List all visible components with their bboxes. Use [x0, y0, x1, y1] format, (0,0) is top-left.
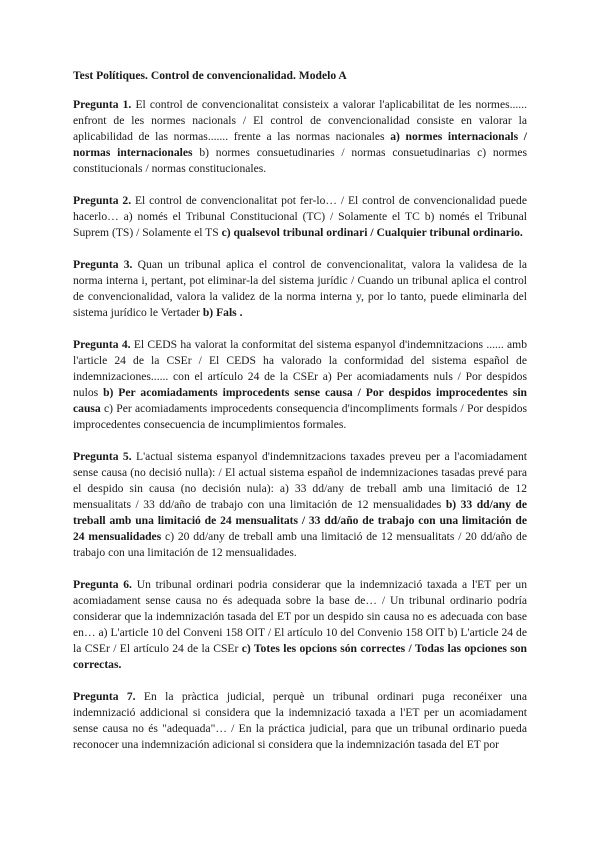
question-text: Quan un tribunal aplica el control de convencionalitat, valora la validesa de la norma interna i, pertant, pot eliminar-la del sistema jurídic / Cuando un tribunal aplica el control de convencionalidad, valora la validez de la norma interna y, por lo tanto, puede eliminarla del sistema jurídico le Vertader: [73, 258, 528, 319]
correct-answer: b) Per acomiadaments improcedents sense causa / Por despidos improcedentes sin causa: [73, 386, 527, 415]
question-5: [73, 449, 527, 561]
question-4: [73, 337, 527, 433]
question-text-tail: c) 20 dd/any de treball amb una limitació de 12 mensualitats / 20 dd/año de trabajo con una limitación de 12 mensualidades.: [73, 530, 527, 559]
question-label: Pregunta 6.: [73, 578, 132, 591]
document-title: Test Polítiques. Control de convencionalidad. Modelo A: [73, 69, 347, 82]
question-label: Pregunta 7.: [73, 690, 136, 703]
question-text: El control de convencionalitat consisteix a valorar l'aplicabilitat de les normes...... enfront de les normes nacionals / El control de convencionalidad consiste en valorar la aplicabilidad de las normas....... frente a las normas nacionales: [73, 98, 527, 143]
question-text-tail: b) normes consuetudinaries / normas consuetudinarias c) normes constitucionals / normas constitucionales.: [73, 146, 527, 175]
question-label: Pregunta 5.: [73, 450, 132, 463]
correct-answer: a) normes internacionals / normas internacionales: [73, 130, 527, 159]
correct-answer: c) qualsevol tribunal ordinari / Cualquier tribunal ordinario.: [221, 226, 523, 239]
question-text: L'actual sistema espanyol d'indemnitzacions taxades preveu per a l'acomiadament sense causa (no decisió nulla): / El actual sistema español de indemnizaciones tasadas prevé para el despido sin causa (no decisión nula): a) 33 dd/any de treball amb una limitació de 12 mensualitats / 33 dd/año de trabajo con una limitación de 12 mensualidades: [73, 450, 527, 511]
question-7: [73, 689, 527, 753]
question-text: El CEDS ha valorat la conformitat del sistema espanyol d'indemnitzacions ...... amb l'article 24 de la CSEr / El CEDS ha valorado la conformidad del sistema español de indemnizaciones...... con el artículo 24 de la CSEr a) Per acomiadaments nuls / Por despidos nulos: [73, 338, 527, 399]
question-1: [73, 97, 527, 177]
question-text-tail: c) Per acomiadaments improcedents consequencia d'incompliments formals / Por despidos improcedentes consecuencia de incumplimientos formales.: [73, 402, 527, 431]
question-text: El control de convencionalitat pot fer-lo… / El control de convencionalidad puede hacerlo… a) només el Tribunal Constitucional (TC) / Solamente el TC b) només el Tribunal Suprem (TS) / Solamente el TS: [73, 194, 527, 239]
question-label: Pregunta 1.: [73, 98, 132, 111]
question-3: [73, 257, 527, 321]
question-text: En la pràctica judicial, perquè un tribunal ordinari puga reconéixer una indemnizació addicional si considera que la indemnizació taxada a l'ET per un acomiadament sense causa no és "adequada"… / En la práctica judicial, para que un tribunal ordinario pueda reconocer una indemnización adicional si considera que la indemnización tasada del ET por: [73, 690, 528, 751]
correct-answer: b) Fals .: [202, 306, 243, 319]
question-label: Pregunta 3.: [73, 258, 133, 271]
correct-answer: b) 33 dd/any de treball amb una limitació de 24 mensualitats / 33 dd/año de trabajo con una limitación de 24 mensualidades: [73, 498, 527, 543]
question-label: Pregunta 4.: [73, 338, 131, 351]
question-2: [73, 193, 527, 241]
question-text: Un tribunal ordinari podria considerar que la indemnizació taxada a l'ET per un acomiadament sense causa no és adequada sobre la base de… / Un tribunal ordinario podría considerar que la indemnización tasada del ET por un despido sin causa no es adecuada con base en… a) L'article 10 del Conveni 158 OIT / El artículo 10 del Convenio 158 OIT b) L'article 24 de la CSEr / El artículo 24 de la CSEr: [73, 578, 527, 655]
question-6: [73, 577, 527, 673]
question-label: Pregunta 2.: [73, 194, 132, 207]
correct-answer: c) Totes les opcions són correctes / Todas las opciones son correctas.: [73, 642, 527, 671]
